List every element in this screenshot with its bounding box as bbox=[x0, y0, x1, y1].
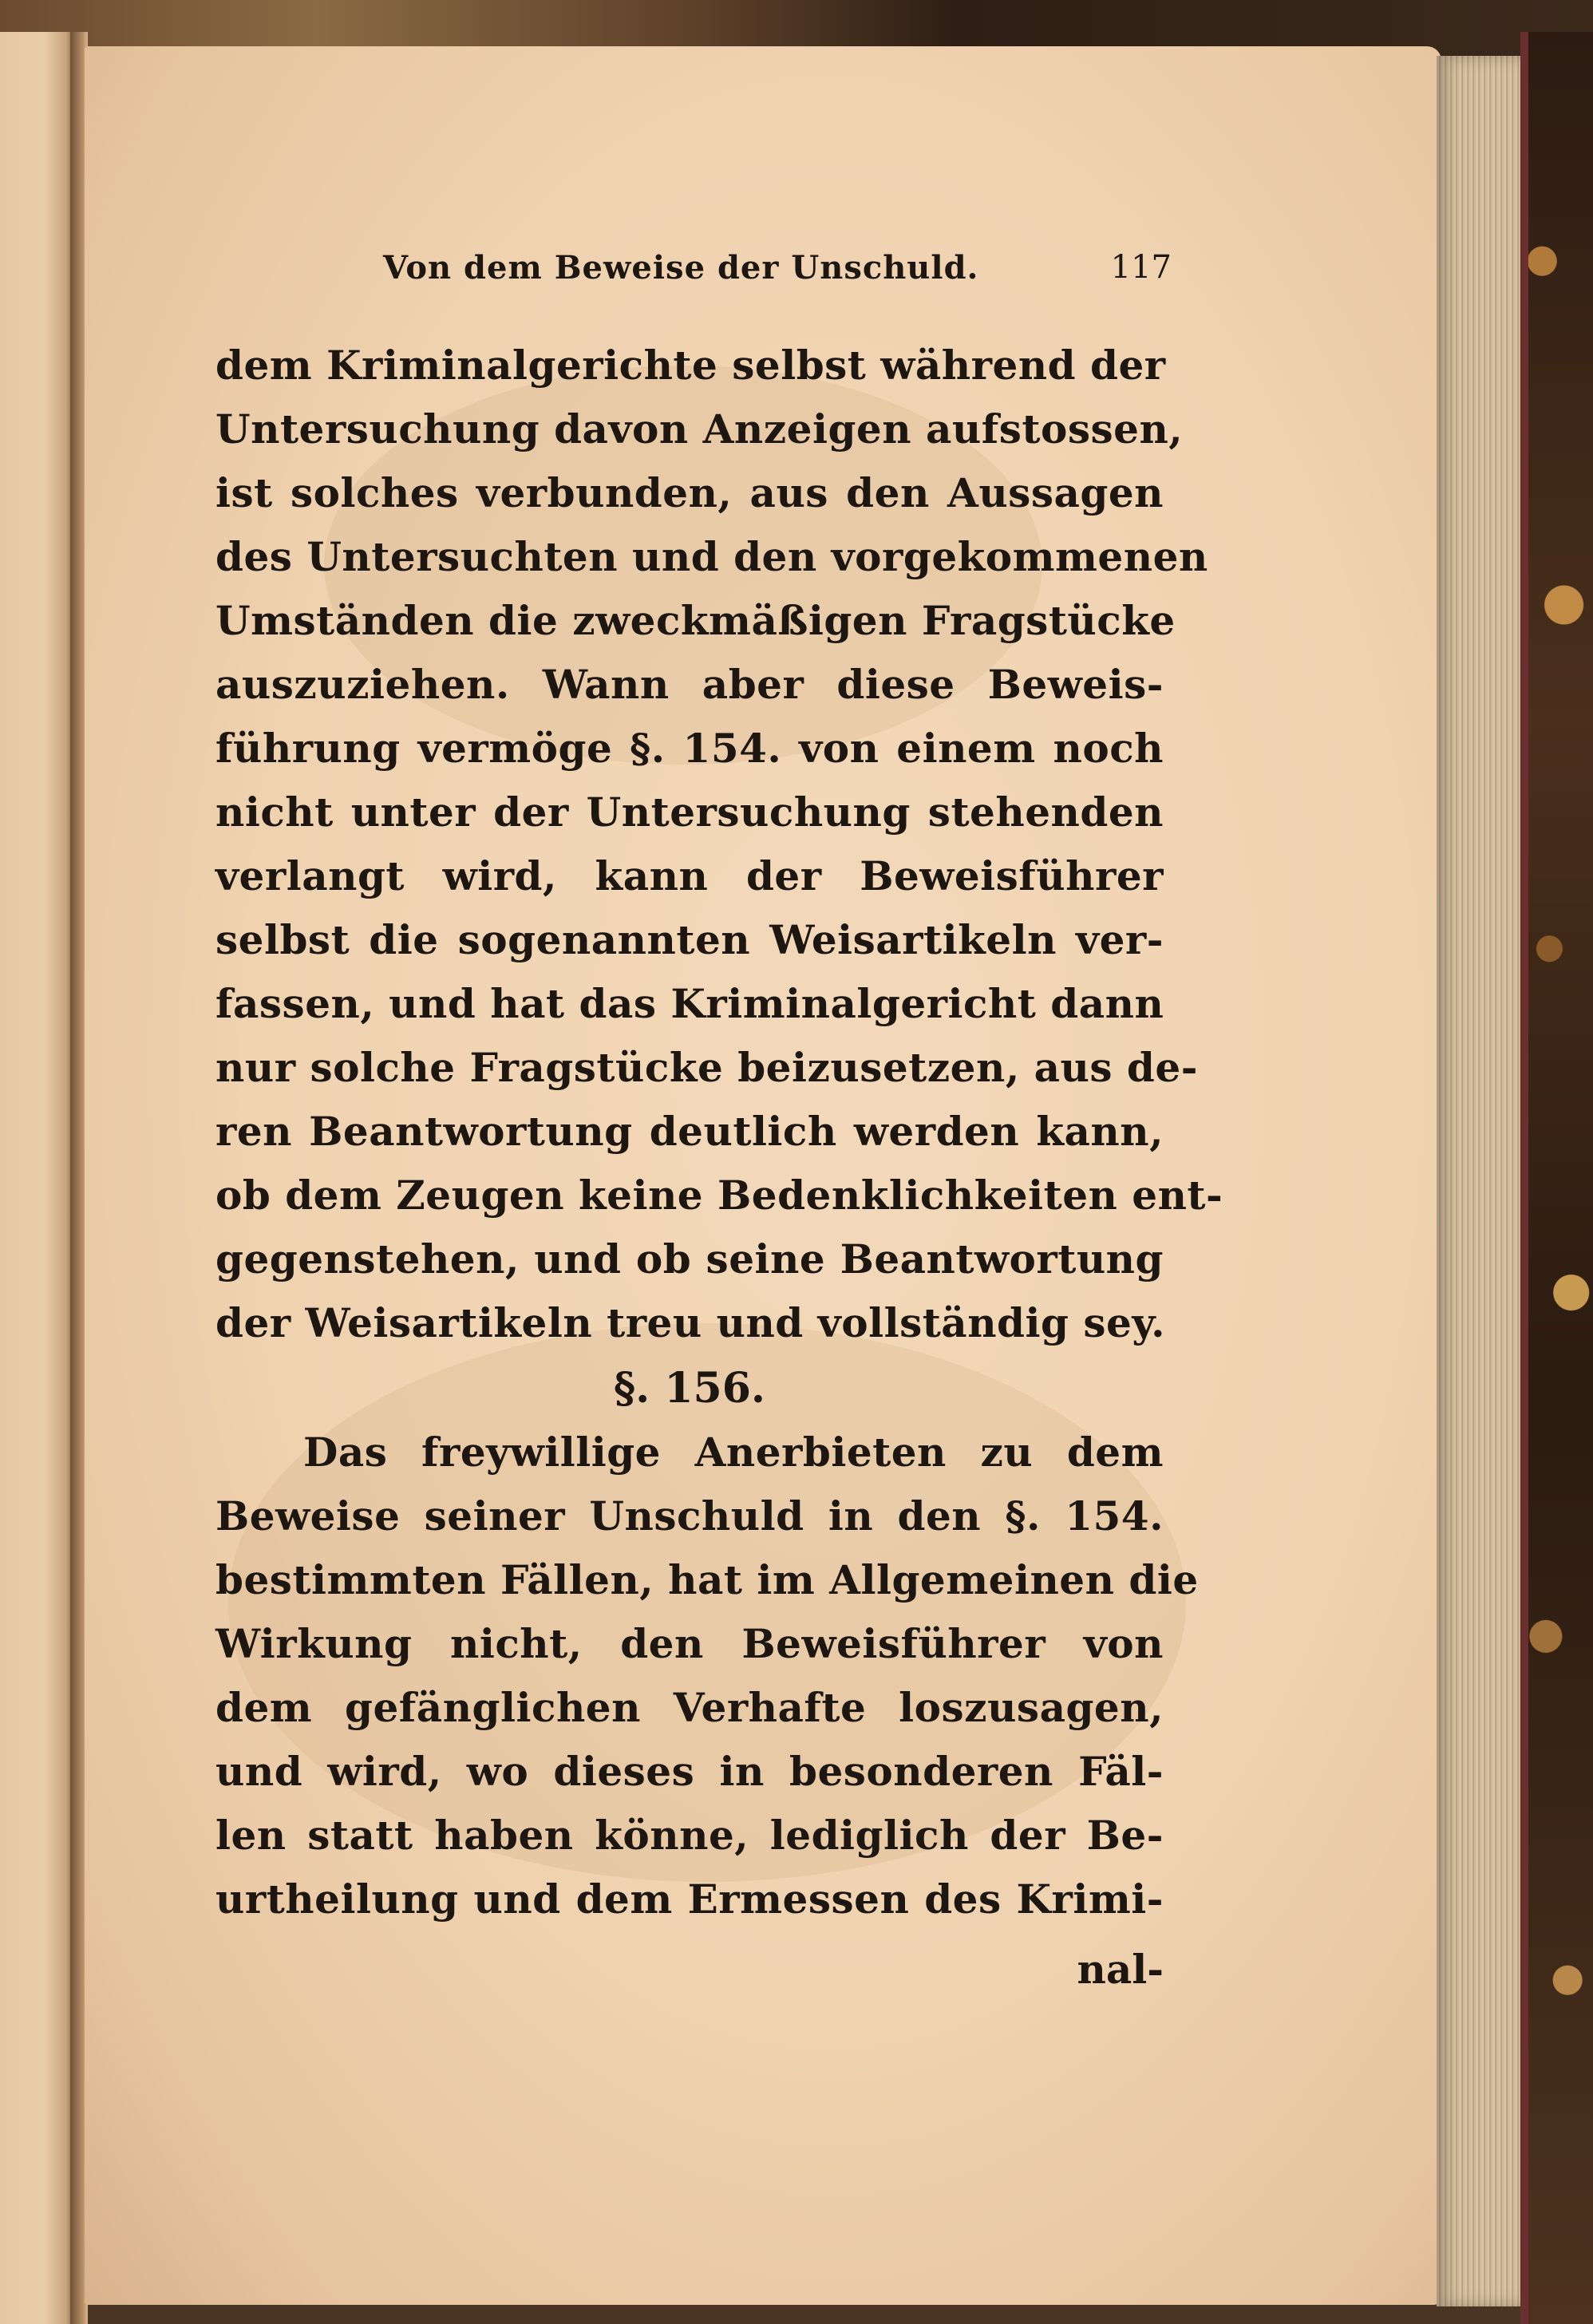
text-line: urtheilung und dem Ermessen des Krimi- bbox=[215, 1875, 1164, 1923]
text-line: len statt haben könne, lediglich der Be- bbox=[215, 1812, 1164, 1859]
text-line: dem Kriminalgerichte selbst während der bbox=[215, 342, 1166, 389]
text-line: der Weisartikeln treu und vollständig sey. bbox=[215, 1299, 1166, 1346]
text-line: und wird, wo dieses in besonderen Fäl- bbox=[215, 1748, 1164, 1795]
text-line: nur solche Fragstücke beizusetzen, aus de- bbox=[215, 1044, 1198, 1091]
text-line: ob dem Zeugen keine Bedenklichkeiten ent- bbox=[215, 1172, 1223, 1219]
running-head-title: Von dem Beweise der Unschuld. bbox=[383, 249, 979, 287]
text-line: Das freywillige Anerbieten zu dem bbox=[303, 1429, 1164, 1476]
marbled-back-board bbox=[1520, 32, 1593, 2324]
text-line: Umständen die zweckmäßigen Fragstücke bbox=[215, 597, 1176, 644]
text-line: Beweise seiner Unschuld in den §. 154. bbox=[215, 1492, 1164, 1539]
text-line: Untersuchung davon Anzeigen aufstossen, bbox=[215, 405, 1184, 453]
page-edges bbox=[1437, 56, 1532, 2306]
text-line: bestimmten Fällen, hat im Allgemeinen die bbox=[215, 1556, 1199, 1603]
catchword: nal- bbox=[1077, 1946, 1164, 1993]
text-line: des Untersuchten und den vorgekommenen bbox=[215, 533, 1208, 580]
text-line: ren Beantwortung deutlich werden kann, bbox=[215, 1108, 1164, 1155]
text-line: auszuziehen. Wann aber diese Beweis- bbox=[215, 661, 1164, 708]
text-line: nicht unter der Untersuchung stehenden bbox=[215, 788, 1164, 836]
text-line: dem gefänglichen Verhafte loszusagen, bbox=[215, 1684, 1164, 1731]
text-line: verlangt wird, kann der Beweisführer bbox=[215, 852, 1164, 899]
text-line: fassen, und hat das Kriminalgericht dann bbox=[215, 980, 1164, 1027]
running-header bbox=[383, 249, 1172, 297]
text-line: selbst die sogenannten Weisartikeln ver- bbox=[215, 916, 1164, 963]
board-spine-edge bbox=[1520, 32, 1528, 2324]
page-number: 117 bbox=[1110, 249, 1172, 286]
text-line: gegenstehen, und ob seine Beantwortung bbox=[215, 1235, 1164, 1283]
text-line: ist solches verbunden, aus den Aussagen bbox=[215, 469, 1164, 516]
section-heading: §. 156. bbox=[613, 1364, 766, 1413]
facing-page-edge bbox=[0, 32, 73, 2324]
text-line: führung vermöge §. 154. von einem noch bbox=[215, 725, 1164, 772]
text-line: Wirkung nicht, den Beweisführer von bbox=[215, 1620, 1164, 1667]
